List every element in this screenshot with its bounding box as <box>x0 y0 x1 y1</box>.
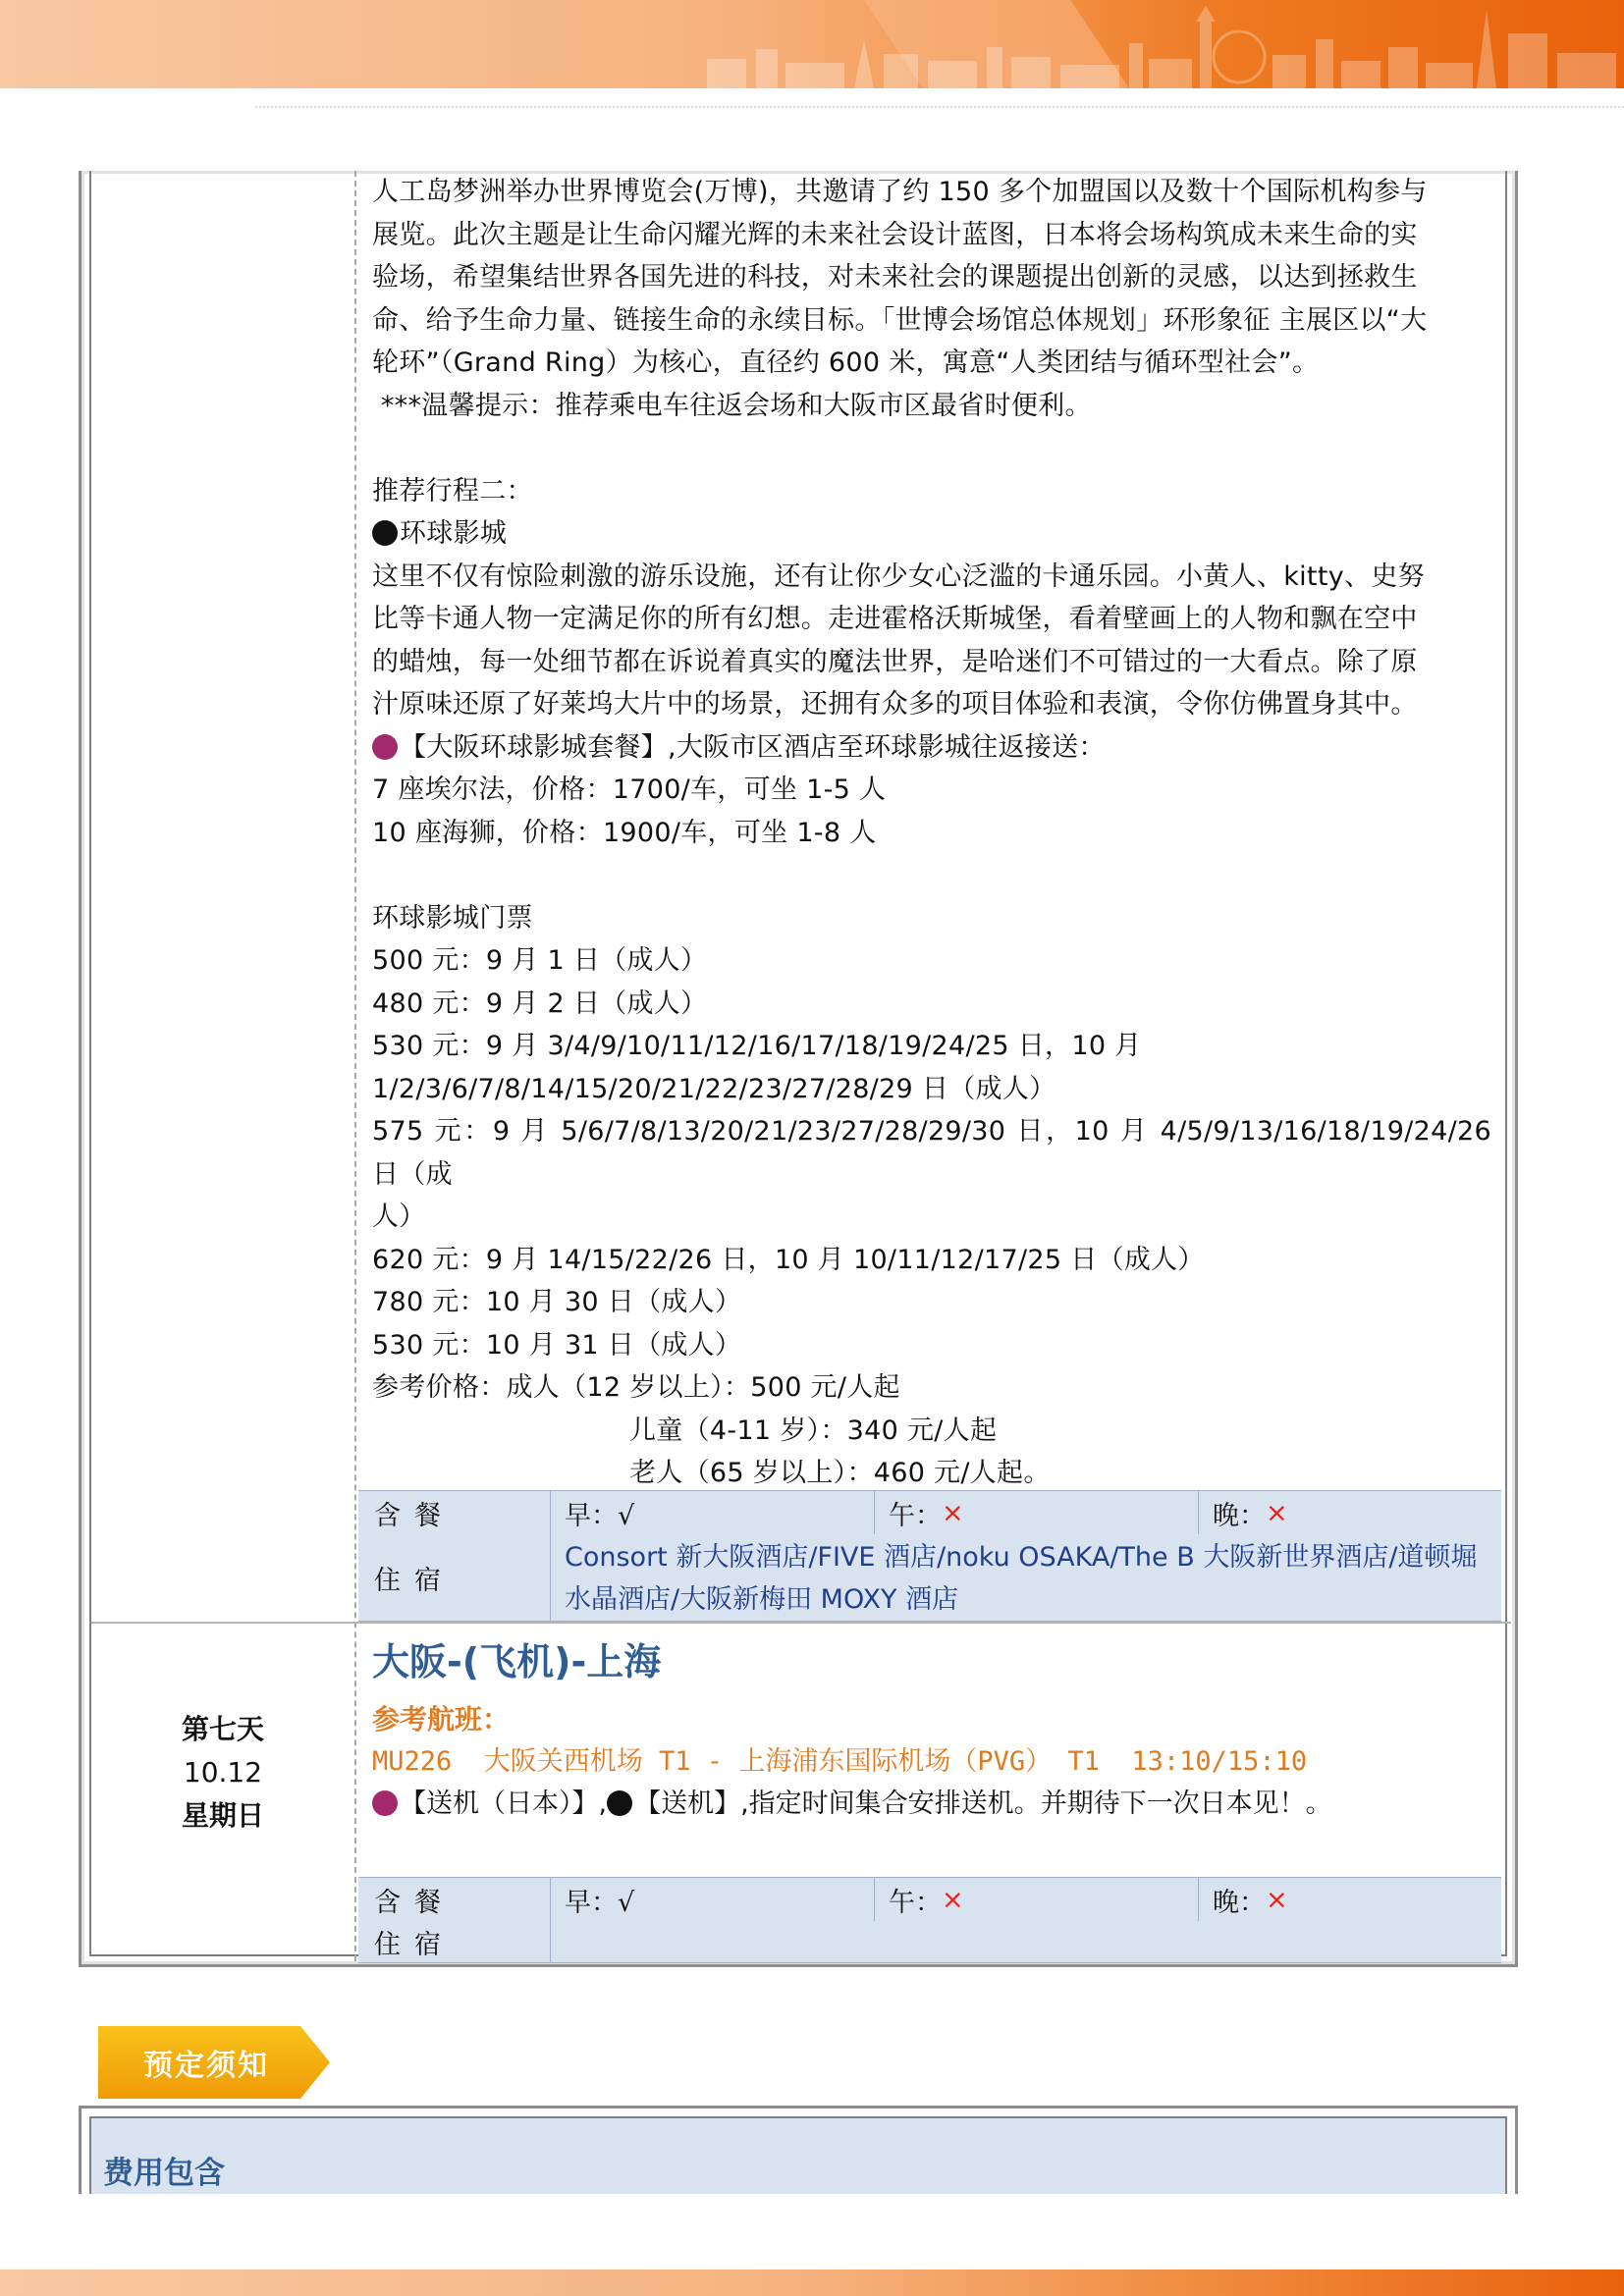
fee-included-title: 费用包含 <box>103 2156 225 2191</box>
ticket-title: 环球影城门票 <box>372 902 533 934</box>
day7-number: 第七天 <box>181 1713 264 1745</box>
dinner-cell <box>1199 1878 1501 1921</box>
day7-weekday: 星期日 <box>181 1799 264 1832</box>
cross-icon: × <box>1266 1884 1288 1915</box>
bullet-purple-icon <box>372 1790 398 1816</box>
day-separator <box>91 1622 1511 1624</box>
transfer-b: 【送机】,指定时间集合安排送机。并期待下一次日本见！。 <box>634 1789 1332 1819</box>
footer-banner <box>0 2269 1624 2296</box>
car-line: 10 座海狮，价格：1900/车，可坐 1-8 人 <box>372 817 877 848</box>
price-senior: 老人（65 岁以上）：460 元/人起。 <box>629 1458 1051 1488</box>
expo-line: 命、给予生命力量、链接生命的永续目标。「世博会场馆总体规划」环形象征 主展区以“大 <box>372 304 1428 336</box>
day6-hotel-row <box>358 1534 1501 1622</box>
bullet-purple-icon <box>372 734 398 760</box>
ticket-line: 530 元：10 月 31 日（成人） <box>372 1329 742 1361</box>
ticket-line: 530 元：9 月 3/4/9/10/11/12/16/17/18/19/24/25 日，10 月 <box>372 1031 1142 1061</box>
day7-title: 大阪-(飞机)-上海 <box>372 1640 662 1683</box>
hotel-value: Consort 新大阪酒店/FIVE 酒店/noku OSAKA/The B 大阪新世界酒店/道顿堀水晶酒店/大阪新梅田 MOXY 酒店 <box>565 1542 1478 1615</box>
usj-desc-line: 这里不仅有惊险刺激的游乐设施，还有让你少女心泛滥的卡通乐园。小黄人、kitty、史努 <box>372 561 1425 592</box>
dinner-label: 晚： <box>1213 1500 1266 1531</box>
itinerary-table <box>79 171 1518 1967</box>
ticket-line: 575 元：9 月 5/6/7/8/13/20/21/23/27/28/29/30 日，10 月 4/5/9/13/16/18/19/24/26 日（成 <box>372 1116 1491 1190</box>
day7-hotel-row <box>358 1921 1501 1963</box>
fee-included-panel <box>89 2116 1507 2194</box>
expo-line: 验场，希望集结世界各国先进的科技，对未来社会的课题提出创新的灵感，以达到拯救生 <box>372 262 1418 293</box>
ticket-line: 1/2/3/6/7/8/14/15/20/21/22/23/27/28/29 日（成人） <box>372 1073 1056 1104</box>
day7-date: 10.12 <box>183 1756 263 1789</box>
ticket-line: 500 元：9 月 1 日（成人） <box>372 945 708 976</box>
ticket-line: 780 元：10 月 30 日（成人） <box>372 1287 742 1317</box>
usj-desc-line: 的蜡烛，每一处细节都在诉说着真实的魔法世界，是哈迷们不可错过的一大看点。除了原 <box>372 646 1418 677</box>
plan2-title: 推荐行程二： <box>372 475 533 507</box>
booking-notice-tab <box>98 2026 330 2099</box>
lunch-label: 午： <box>889 1887 942 1918</box>
transfer-line <box>372 1783 1332 1825</box>
header-rule <box>255 106 1624 108</box>
price-child: 儿童（4-11 岁）：340 元/人起 <box>629 1415 998 1446</box>
meal-label: 含餐 <box>358 1491 551 1534</box>
usj-title: 环球影城 <box>400 518 508 549</box>
ticket-line: 人） <box>372 1201 426 1232</box>
breakfast-cell: 早：√ <box>551 1491 875 1534</box>
dinner-label: 晚： <box>1213 1887 1266 1918</box>
bullet-black-icon <box>372 520 398 546</box>
flight-info: MU226 大阪关西机场 T1 - 上海浦东国际机场（PVG） T1 13:10/15:10 <box>372 1746 1308 1777</box>
car-line: 7 座埃尔法，价格：1700/车，可坐 1-5 人 <box>372 774 887 805</box>
lunch-label: 午： <box>889 1500 942 1531</box>
ticket-line: 480 元：9 月 2 日（成人） <box>372 988 708 1019</box>
ticket-line: 620 元：9 月 14/15/22/26 日，10 月 10/11/12/17/25 日（成人） <box>372 1244 1205 1275</box>
bullet-black-icon <box>607 1790 632 1816</box>
day6-meal-row <box>358 1490 1501 1535</box>
expo-line: 展览。此次主题是让生命闪耀光辉的未来社会设计蓝图，日本将会场构筑成未来生命的实 <box>372 219 1418 250</box>
transfer-a: 【送机（日本）】, <box>400 1789 608 1819</box>
day6-content <box>372 171 1491 1495</box>
tip-line: ***温馨提示：推荐乘电车往返会场和大阪市区最省时便利。 <box>372 390 1092 421</box>
usj-desc-line: 比等卡通人物一定满足你的所有幻想。走进霍格沃斯城堡，看着壁画上的人物和飘在空中 <box>372 604 1418 634</box>
hotel-value <box>551 1921 1501 1962</box>
usj-title-line <box>372 512 1491 556</box>
usj-desc-line: 汁原味还原了好莱坞大片中的场景，还拥有众多的项目体验和表演，令你仿佛置身其中。 <box>372 689 1418 720</box>
meal-label: 含餐 <box>358 1878 551 1921</box>
flight-label: 参考航班： <box>372 1703 511 1735</box>
cross-icon: × <box>942 1884 964 1915</box>
expo-line: 轮环”（Grand Ring）为核心，直径约 600 米，寓意“人类团结与循环型社会”。 <box>372 347 1320 378</box>
column-divider <box>354 171 356 1961</box>
dinner-cell <box>1199 1491 1501 1534</box>
fee-included-box <box>79 2106 1518 2194</box>
cross-icon: × <box>942 1497 964 1528</box>
booking-notice-title: 预定须知 <box>143 2049 269 2083</box>
ticket-line: 参考价格：成人（12 岁以上）：500 元/人起 <box>372 1372 900 1403</box>
hotel-label: 住宿 <box>358 1921 551 1962</box>
hotel-label: 住宿 <box>358 1534 551 1621</box>
breakfast-cell: 早：√ <box>551 1878 875 1921</box>
cross-icon: × <box>1266 1497 1288 1528</box>
day7-meal-row <box>358 1877 1501 1922</box>
lunch-cell <box>875 1491 1199 1534</box>
header-banner <box>0 0 1624 88</box>
package-text: 【大阪环球影城套餐】,大阪市区酒店至环球影城往返接送： <box>400 731 1106 763</box>
lunch-cell <box>875 1878 1199 1921</box>
package-line <box>372 726 1491 770</box>
city-skyline-icon <box>0 0 1624 88</box>
expo-line: 人工岛梦洲举办世界博览会(万博)，共邀请了约 150 多个加盟国以及数十个国际机构参与 <box>372 177 1428 207</box>
